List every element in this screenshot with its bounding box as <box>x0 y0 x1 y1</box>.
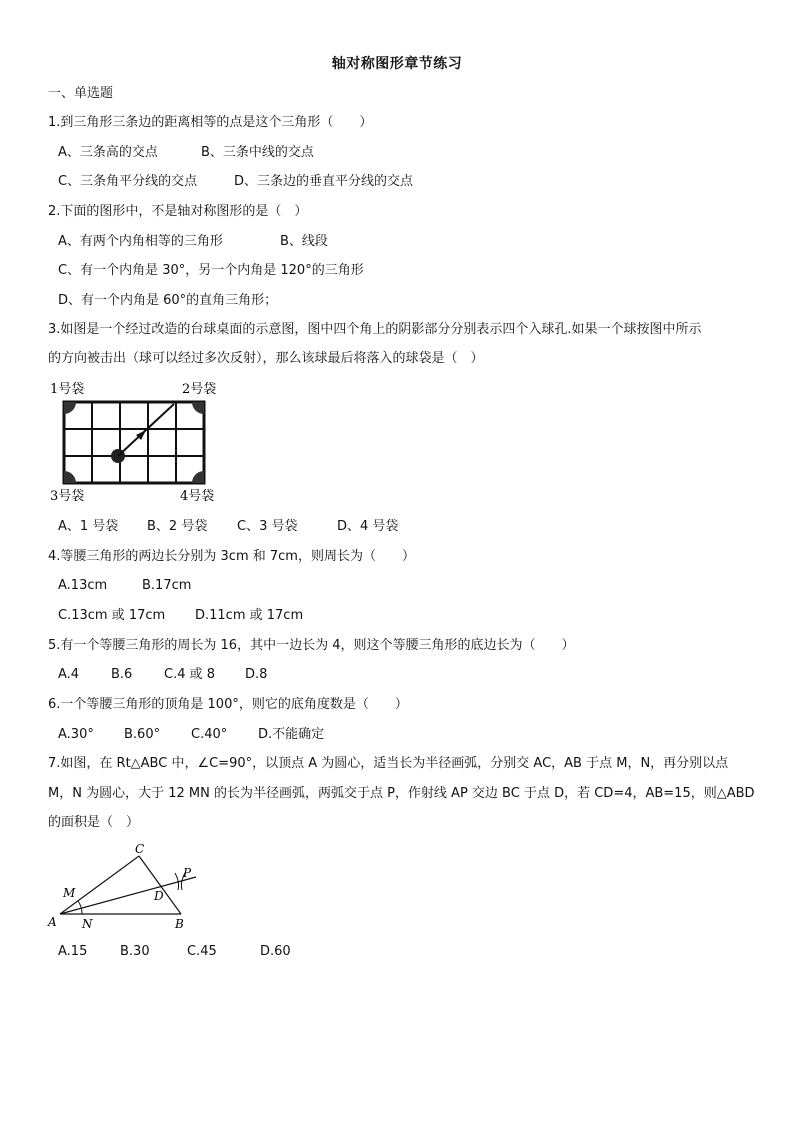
question-2-option-c: C、有一个内角是 30°，另一个内角是 120°的三角形 <box>58 263 364 278</box>
label-c: C <box>135 842 145 856</box>
label-pocket-3: 3号袋 <box>50 489 85 504</box>
question-5-option-b: B.6 <box>111 667 133 682</box>
ray-ap <box>60 877 196 914</box>
label-pocket-2: 2号袋 <box>182 382 217 397</box>
question-3-option-b: B、2 号袋 <box>147 519 208 534</box>
question-4-options-row-2 <box>58 607 303 625</box>
question-1-option-a: A、三条高的交点 <box>58 145 158 160</box>
question-1-options-row-2 <box>58 173 413 191</box>
question-6-option-d: D.不能确定 <box>258 727 325 742</box>
question-5-options <box>58 666 267 684</box>
section-heading: 一、单选题 <box>48 86 114 101</box>
question-1-stem: 1.到三角形三条边的距离相等的点是这个三角形（ ） <box>48 115 373 130</box>
question-4-option-b: B.17cm <box>142 578 192 593</box>
question-3-options <box>58 518 398 536</box>
label-a: A <box>48 915 57 929</box>
question-4-option-d: D.11cm 或 17cm <box>195 608 304 623</box>
question-7-option-c: C.45 <box>187 944 217 959</box>
question-6-options <box>58 726 324 744</box>
label-m: M <box>63 886 76 900</box>
question-7-stem-line-2: M，N 为圆心，大于 12 MN 的长为半径画弧，两弧交于点 P，作射线 AP 交边 BC 于点 D，若 CD=4，AB=15，则△ABD <box>48 786 755 801</box>
question-3-option-a: A、1 号袋 <box>58 519 119 534</box>
question-5-option-c: C.4 或 8 <box>164 667 216 682</box>
question-4-option-a: A.13cm <box>58 578 108 593</box>
question-7-option-b: B.30 <box>120 944 150 959</box>
question-5-stem: 5.有一个等腰三角形的周长为 16，其中一边长为 4，则这个等腰三角形的底边长为（ ） <box>48 638 575 653</box>
question-5-option-d: D.8 <box>245 667 268 682</box>
label-pocket-4: 4号袋 <box>180 489 215 504</box>
side-cb <box>139 856 181 914</box>
question-4-stem: 4.等腰三角形的两边长分别为 3cm 和 7cm，则周长为（ ） <box>48 549 415 564</box>
question-7-stem-line-1: 7.如图，在 Rt△ABC 中，∠C=90°，以顶点 A 为圆心，适当长为半径画弧，分别交 AC，AB 于点 M，N，再分别以点 <box>48 756 729 771</box>
question-4-option-c: C.13cm 或 17cm <box>58 608 166 623</box>
question-6-option-a: A.30° <box>58 727 94 742</box>
question-2-option-d: D、有一个内角是 60°的直角三角形； <box>58 293 278 308</box>
label-b: B <box>175 917 184 931</box>
question-7-option-a: A.15 <box>58 944 88 959</box>
question-5-option-a: A.4 <box>58 667 80 682</box>
question-6-option-c: C.40° <box>191 727 228 742</box>
question-3-stem-line-1: 3.如图是一个经过改造的台球桌面的示意图，图中四个角上的阴影部分分别表示四个入球孔.如果一个球按图中所示 <box>48 322 702 337</box>
question-2-stem: 2.下面的图形中，不是轴对称图形的是（ ） <box>48 204 308 219</box>
arc-mn <box>78 901 82 914</box>
triangle-abc-figure <box>44 840 214 932</box>
question-2-option-a: A、有两个内角相等的三角形 <box>58 234 223 249</box>
billiard-table-figure <box>46 378 226 506</box>
question-4-options-row-1 <box>58 577 191 595</box>
label-p: P <box>183 866 192 880</box>
label-n: N <box>82 917 93 931</box>
pocket-1-shade <box>64 402 76 414</box>
question-2-option-b: B、线段 <box>280 234 328 249</box>
question-6-stem: 6.一个等腰三角形的顶角是 100°，则它的底角度数是（ ） <box>48 697 408 712</box>
question-1-option-c: C、三条角平分线的交点 <box>58 174 198 189</box>
question-3-option-d: D、4 号袋 <box>337 519 399 534</box>
page-title: 轴对称图形章节练习 <box>331 56 463 72</box>
question-7-stem-line-3: 的面积是（ ） <box>48 815 140 830</box>
label-d: D <box>154 889 164 903</box>
question-6-option-b: B.60° <box>124 727 161 742</box>
question-7-option-d: D.60 <box>260 944 291 959</box>
arc-p-1 <box>175 873 179 890</box>
question-1-option-b: B、三条中线的交点 <box>201 145 314 160</box>
question-3-stem-line-2: 的方向被击出（球可以经过多次反射），那么该球最后将落入的球袋是（ ） <box>48 351 484 366</box>
question-7-options <box>58 943 291 961</box>
question-1-options-row-1 <box>58 144 314 162</box>
side-ac <box>60 856 139 914</box>
label-pocket-1: 1号袋 <box>50 382 85 397</box>
question-2-options-row-1 <box>58 233 328 251</box>
pocket-3-shade <box>64 471 76 483</box>
pocket-4-shade <box>192 471 204 483</box>
question-1-option-d: D、三条边的垂直平分线的交点 <box>234 174 414 189</box>
pocket-2-shade <box>192 402 204 414</box>
question-3-option-c: C、3 号袋 <box>237 519 298 534</box>
